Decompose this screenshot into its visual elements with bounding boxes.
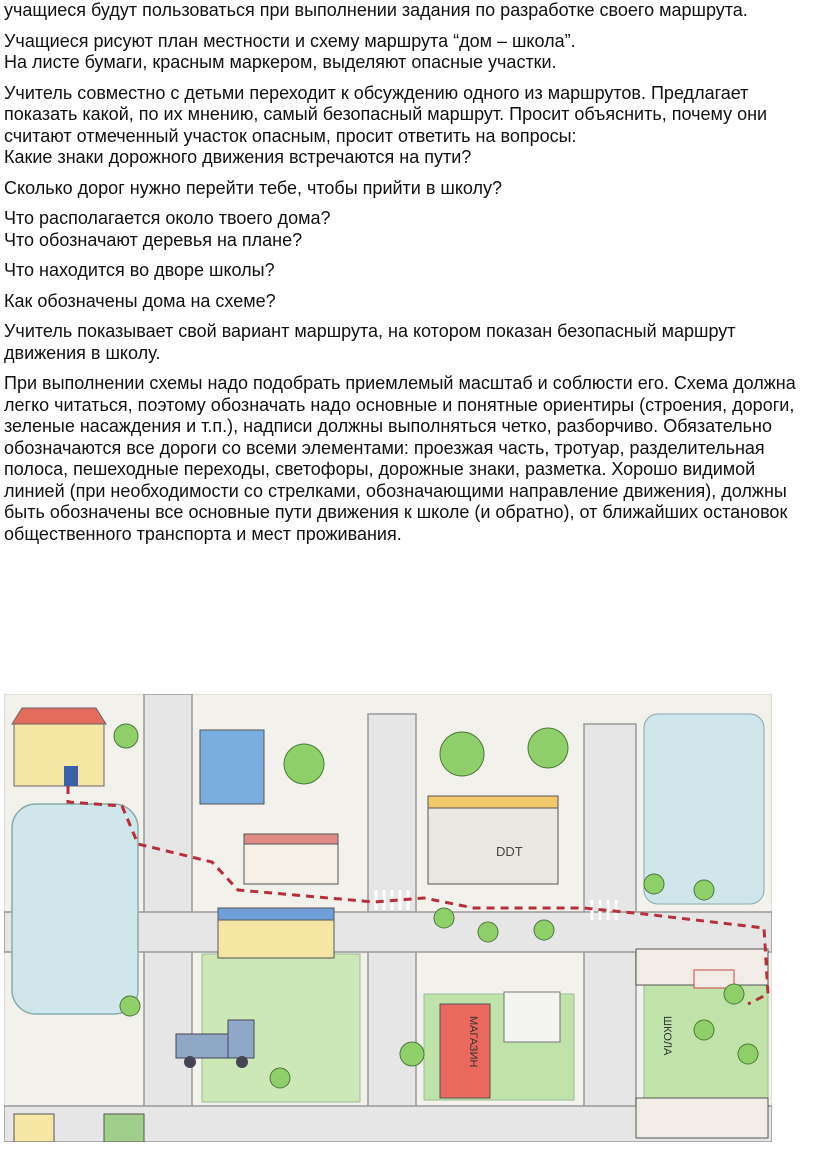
- route-map-drawing: [4, 694, 772, 1142]
- house-bottom-1: [14, 1114, 54, 1142]
- ddt-building: [428, 806, 558, 884]
- truck-body: [176, 1034, 228, 1058]
- question-roads-count: Сколько дорог нужно перейти тебе, чтобы прийти в школу?: [4, 177, 503, 198]
- house-bottom-2: [104, 1114, 144, 1142]
- home-building: [14, 724, 104, 786]
- tree: [114, 724, 138, 748]
- tree: [528, 728, 568, 768]
- paragraph-4: Учитель совместно с детьми переходит к обсуждению одного из маршрутов. Предлагает показать какой, по их мнению, самый безопасный маршрут. Просит объяснить, почему они считают отмеченный участок опасным, просит ответить на вопросы:: [4, 82, 768, 146]
- tree: [440, 732, 484, 776]
- tree: [644, 874, 664, 894]
- tree: [724, 984, 744, 1004]
- ddt-building-roof: [428, 796, 558, 808]
- blue-building: [200, 730, 264, 804]
- document-text: [4, 0, 812, 554]
- yellow-building-roof: [218, 908, 334, 920]
- tree: [120, 996, 140, 1016]
- park-right: [644, 714, 764, 904]
- shop-label: МАГАЗИН: [467, 1016, 479, 1068]
- truck-cab: [228, 1020, 254, 1058]
- paragraph-3: На листе бумаги, красным маркером, выделяют опасные участки.: [4, 52, 557, 72]
- route-map-svg: [4, 694, 772, 1142]
- playground: [12, 804, 138, 1014]
- question-near-home: Что располагается около твоего дома?: [4, 208, 331, 228]
- pink-building: [244, 840, 338, 884]
- home-roof: [12, 708, 106, 724]
- paragraph-scheme-rules: При выполнении схемы надо подобрать приемлемый масштаб и соблюсти его. Схема должна легко читаться, поэтому обозначать надо основные и понятные ориентиры (строения, дороги, зеленые насаждения и т.п.), надписи должны выполняться четко, разборчиво. Обязательно обозначаются все дороги со всеми элементами: проезжая часть, тротуар, разделительная полоса, пешеходные переходы, светофоры, дорожные знаки, разметка. Хорошо видимой линией (при необходимости со стрелками, обозначающими направление движения), должны быть обозначены все основные пути движения к школе (и обратно), от ближайших остановок общественного транспорта и мест проживания.: [4, 373, 796, 544]
- pink-building-roof: [244, 834, 338, 844]
- shop-parking: [504, 992, 560, 1042]
- truck-wheel-back: [184, 1056, 196, 1068]
- school-building-bottom: [636, 1098, 768, 1138]
- school-label: ШКОЛА: [661, 1016, 673, 1056]
- tree: [400, 1042, 424, 1066]
- question-school-yard: Что находится во дворе школы?: [4, 260, 275, 280]
- question-trees: Что обозначают деревья на плане?: [4, 229, 303, 250]
- tree: [534, 920, 554, 940]
- paragraph-teacher-route: Учитель показывает свой вариант маршрута, на котором показан безопасный маршрут движения в школу.: [4, 321, 736, 363]
- school-entrance: [694, 970, 734, 988]
- tree: [694, 1020, 714, 1040]
- home-door: [64, 766, 78, 786]
- truck-wheel-front: [236, 1056, 248, 1068]
- shop-building: [440, 1004, 490, 1098]
- tree: [694, 880, 714, 900]
- yellow-building: [218, 918, 334, 958]
- question-road-signs: Какие знаки дорожного движения встречаются на пути?: [4, 147, 472, 167]
- ddt-label: DDT: [496, 844, 523, 859]
- tree: [738, 1044, 758, 1064]
- paragraph-1: учащиеся будут пользоваться при выполнении задания по разработке своего маршрута.: [4, 0, 748, 20]
- tree: [270, 1068, 290, 1088]
- question-houses: Как обозначены дома на схеме?: [4, 290, 276, 311]
- tree: [478, 922, 498, 942]
- tree: [284, 744, 324, 784]
- paragraph-2: Учащиеся рисуют план местности и схему маршрута “дом – школа”.: [4, 30, 576, 51]
- tree: [434, 908, 454, 928]
